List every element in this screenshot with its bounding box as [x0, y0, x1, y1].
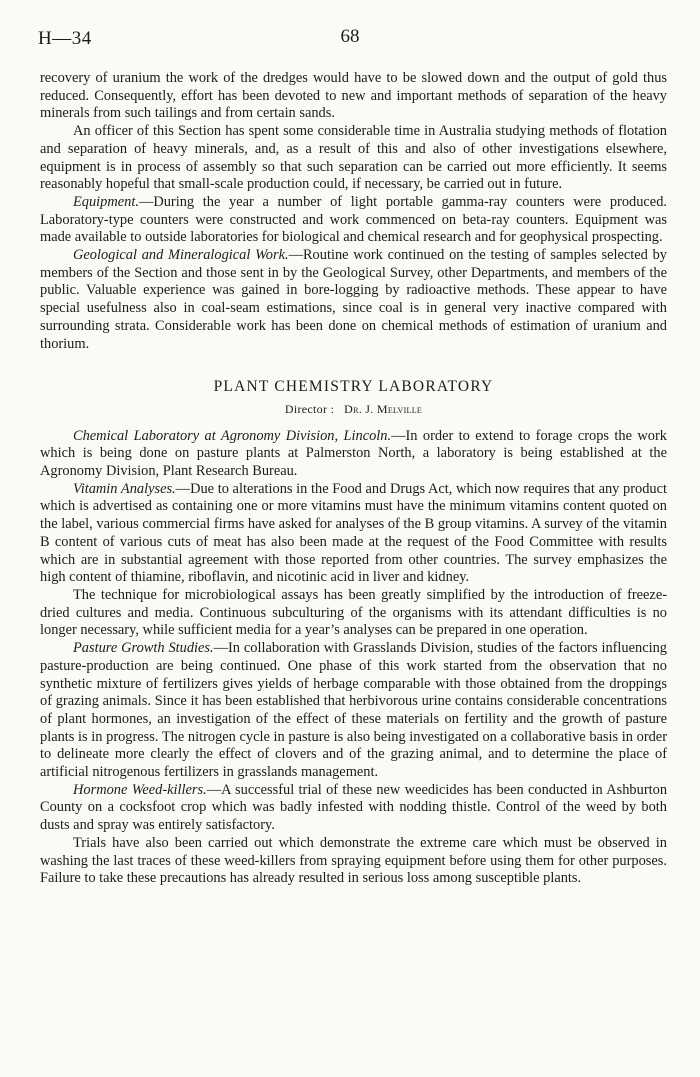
paragraph-chemical-laboratory: Chemical Laboratory at Agronomy Division, Lincoln.—In order to extend to forage crops the work which is being done on pasture plants at Palmerston North, a laboratory is being established at the Agronomy Division, Plant Research Bureau.	[40, 427, 667, 480]
paragraph-lead: Geological and Mineralogical Work.	[73, 247, 289, 264]
body-text	[40, 70, 667, 888]
paragraph: recovery of uranium the work of the dredges would have to be slowed down and the output of gold thus reduced. Consequently, effort has been devoted to new and important methods of separation of the heavy minerals from such tailings and from certain sands.	[40, 70, 667, 122]
director-label: Director :	[284, 401, 335, 416]
paragraph-lead: Chemical Laboratory at Agronomy Division, Lincoln.	[73, 427, 392, 444]
page-number: 68	[340, 26, 360, 47]
paragraph-equipment: Equipment.—During the year a number of light portable gamma-ray counters were produced. Laboratory-type counters were constructed and work commenced on beta-ray counters. Equipment was made available to outside laboratories for biological and chemical research and for geophysical prospecting.	[40, 193, 667, 246]
director-line	[40, 401, 667, 419]
paragraph-vitamin-analyses: Vitamin Analyses.—Due to alterations in the Food and Drugs Act, which now requires that any product which is advertised as containing one or more vitamins must have the minimum vitamins content quoted on the label, various commercial firms have asked for analyses of the B group vitamins. A survey of the vitamin B content of various cuts of meat has also been made at the request of the Food Committee with results which are in substantial agreement with those reported from other countries. The survey emphasizes the high content of thiamine, riboflavin, and nicotinic acid in liver and kidney.	[40, 480, 667, 586]
section-title: PLANT CHEMISTRY LABORATORY	[213, 378, 494, 396]
report-code: H—34	[38, 28, 92, 49]
paragraph-geological-work: Geological and Mineralogical Work.—Routine work continued on the testing of samples selected by members of the Section and those sent in by the Geological Survey, other Departments, and members of the public. Valuable experience was gained in bore-logging by radioactive methods. These appear to have special usefulness also in coal-seam estimations, since coal is in general very inactive compared with surrounding strata. Considerable work has been done on chemical methods of estimation of uranium and thorium.	[40, 247, 667, 352]
director-name: Dr. J. Melville	[344, 401, 423, 416]
paragraph-lead: Equipment.	[73, 193, 139, 210]
paragraph-pasture-growth: Pasture Growth Studies.—In collaboration with Grasslands Division, studies of the factors influencing pasture-production are being continued. One phase of this work started from the observation that no synthetic mixture of fertilizers gives yields of herbage comparable with those obtained from the droppings of grazing animals. Since it has been established that herbivorous urine contains considerable concentrations of plant hormones, an investigation of the effect of these materials on fertility and the growth of pasture plants is in progress. The nitrogen cycle in pasture is also being investigated on a collaborative basis in order to delineate more clearly the effect of clovers and of the grazing animal, and to determine the place of artificial nitrogenous fertilizers in grasslands management.	[40, 640, 667, 781]
paragraph: An officer of this Section has spent some considerable time in Australia studying methods of flotation and separation of heavy minerals, and, as a result of this and also of other investigations elsewhere, equipment is in process of assembly so that such separation can be carried out more efficiently. It seems reasonably hopeful that small-scale production could, if necessary, be carried out in future.	[40, 123, 667, 193]
paragraph-lead: Hormone Weed-killers.	[73, 781, 207, 798]
paragraph-lead: Vitamin Analyses.	[73, 480, 176, 497]
paragraph-hormone-weed-killers: Hormone Weed-killers.—A successful trial of these new weedicides has been conducted in Ashburton County on a cocksfoot crop which was badly infested with nodding thistle. Control of the weed by both dusts and spray was entirely satisfactory.	[40, 781, 668, 834]
paragraph: The technique for microbiological assays has been greatly simplified by the introduction of freeze-dried cultures and media. Continuous subculturing of the organisms with its attendant difficulties is no longer necessary, while sufficient media for a year’s analyses can be prepared in one operation.	[40, 586, 667, 639]
paragraph: Trials have also been carried out which demonstrate the extreme care which must be observed in washing the last traces of these weed-killers from spraying equipment before using them for other purposes. Failure to take these precautions has already resulted in serious loss among susceptible plants.	[40, 834, 667, 887]
paragraph-lead: Pasture Growth Studies.	[73, 640, 214, 657]
